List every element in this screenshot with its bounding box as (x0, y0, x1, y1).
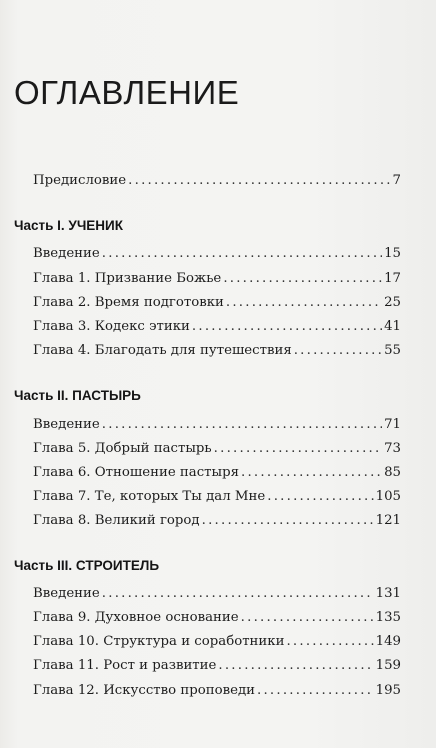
toc-entry[interactable] (33, 610, 401, 626)
toc-entry[interactable] (33, 417, 401, 433)
dot-leader (102, 417, 382, 433)
toc-entry-label: Глава 12. Искусство проповеди (33, 683, 255, 698)
toc-entry[interactable] (33, 634, 401, 650)
toc-entry[interactable] (33, 295, 401, 311)
dot-leader (241, 465, 382, 481)
toc-entry-page: 55 (384, 343, 401, 358)
dot-leader (102, 246, 382, 262)
toc-entry-page: 195 (375, 683, 401, 698)
toc-entry-label: Глава 4. Благодать для путешествия (33, 343, 292, 358)
dot-leader (267, 489, 373, 505)
toc-entry[interactable] (33, 513, 401, 529)
dot-leader (241, 610, 374, 626)
toc-entry[interactable] (33, 271, 401, 287)
toc-entry-label: Глава 9. Духовное основание (33, 610, 239, 625)
toc-entry[interactable] (33, 586, 401, 602)
toc-entry-label: Введение (33, 586, 100, 601)
toc-entry[interactable] (33, 319, 401, 335)
dot-leader (214, 441, 382, 457)
toc-entry-page: 135 (375, 610, 401, 625)
toc-entry-label: Введение (33, 417, 100, 432)
toc-entry-label: Предисловие (33, 173, 127, 188)
part-heading-3: Часть III. СТРОИТЕЛЬ (14, 558, 160, 573)
dot-leader (192, 319, 382, 335)
toc-entry-label: Глава 7. Те, которых Ты дал Мне (33, 489, 266, 504)
dot-leader (226, 295, 382, 311)
toc-entry-page: 73 (384, 441, 401, 456)
toc-entry[interactable] (33, 441, 401, 457)
toc-entry-page: 105 (375, 489, 401, 504)
toc-entry-page: 149 (375, 634, 401, 649)
toc-entry[interactable] (33, 683, 401, 699)
toc-entry-label: Глава 1. Призвание Божье (33, 271, 222, 286)
dot-leader (102, 586, 374, 602)
part-heading-1: Часть I. УЧЕНИК (14, 218, 123, 233)
toc-entry-page: 25 (384, 295, 401, 310)
dot-leader (286, 634, 373, 650)
toc-entry-page: 41 (384, 319, 401, 334)
toc-entry-label: Глава 2. Время подготовки (33, 295, 224, 310)
toc-entry-label: Глава 11. Рост и развитие (33, 658, 217, 673)
toc-entry-label: Глава 3. Кодекс этики (33, 319, 190, 334)
dot-leader (294, 343, 382, 359)
toc-entry-page: 159 (375, 658, 401, 673)
dot-leader (128, 173, 390, 189)
toc-entry-page: 71 (384, 417, 401, 432)
dot-leader (218, 658, 373, 674)
page-title: ОГЛАВЛЕНИЕ (14, 74, 240, 111)
toc-entry[interactable] (33, 489, 401, 505)
toc-entry-preface[interactable] (33, 173, 401, 189)
toc-entry-page: 15 (384, 246, 401, 261)
toc-entry-page: 121 (375, 513, 401, 528)
toc-entry-page: 85 (384, 465, 401, 480)
toc-entry[interactable] (33, 343, 401, 359)
toc-entry-label: Глава 10. Структура и соработники (33, 634, 285, 649)
toc-entry-label: Глава 8. Великий город (33, 513, 200, 528)
toc-entry-label: Введение (33, 246, 100, 261)
toc-entry-page: 131 (375, 586, 401, 601)
toc-entry-page: 17 (384, 271, 401, 286)
toc-entry[interactable] (33, 246, 401, 262)
dot-leader (223, 271, 382, 287)
toc-entry[interactable] (33, 465, 401, 481)
dot-leader (257, 683, 374, 699)
toc-entry-label: Глава 6. Отношение пастыря (33, 465, 239, 480)
toc-entry-page: 7 (392, 173, 401, 188)
dot-leader (202, 513, 374, 529)
toc-entry[interactable] (33, 658, 401, 674)
part-heading-2: Часть II. ПАСТЫРЬ (14, 388, 141, 403)
toc-entry-label: Глава 5. Добрый пастырь (33, 441, 212, 456)
